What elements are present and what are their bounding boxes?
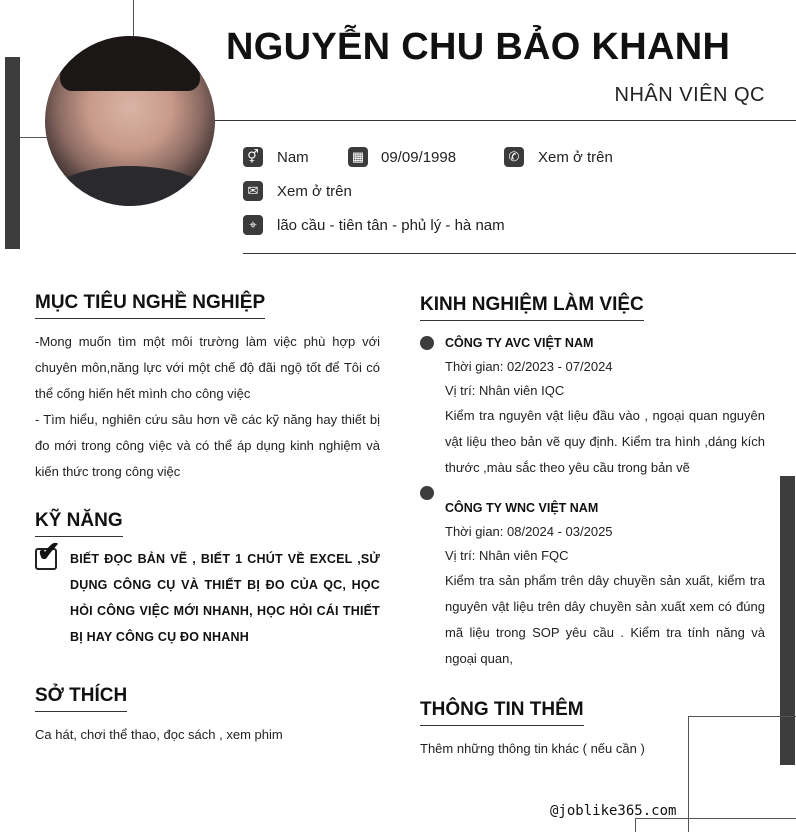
decorative-bar-left — [5, 57, 20, 249]
job-description: Kiểm tra nguyên vật liệu đầu vào , ngoại quan nguyên vật liệu theo bản vẽ quy định. Kiểm tra hình ,dáng kích thước ,màu sắc theo yêu cầu trong bản vẽ — [445, 408, 765, 475]
calendar-icon: ▦ — [348, 147, 368, 167]
avatar-shirt — [50, 166, 210, 206]
phone-icon: ✆ — [504, 147, 524, 167]
email-value: Xem ở trên — [277, 183, 352, 200]
gender-value: Nam — [277, 149, 309, 166]
avatar — [45, 36, 215, 206]
candidate-name: NGUYỄN CHU BẢO KHANH — [226, 26, 731, 68]
header-divider — [215, 120, 796, 121]
timeline-dot — [420, 336, 434, 350]
footer-watermark: @joblike365.com — [550, 803, 677, 819]
objective-title: MỤC TIÊU NGHỀ NGHIỆP — [35, 292, 265, 319]
objective-text: -Mong muốn tìm một môi trường làm việc phù hợp với chuyên môn,năng lực với một chế độ đãi ngộ tốt để Tôi có thể cống hiến hết mình cho công việc - Tìm hiểu, nghiên cứu sâu hơn về các kỹ năng hay thiết bị đo mới trong công việc và có thể áp dụng kinh nghiệm và kiến thức trong công việc — [35, 334, 380, 479]
hobbies-text: Ca hát, chơi thể thao, đọc sách , xem phim — [35, 727, 283, 742]
skills-text: BIẾT ĐỌC BẢN VẼ , BIẾT 1 CHÚT VỀ EXCEL ,SỬ DỤNG CÔNG CỤ VÀ THIẾT BỊ ĐO CỦA QC, HỌC HỎI CÔNG VIỆC MỚI NHANH, HỌC HỎI CÁI THIẾT BỊ HAY CÔNG CỤ ĐO NHANH — [70, 552, 380, 644]
experience-title: KINH NGHIỆM LÀM VIỆC — [420, 294, 644, 321]
phone-value: Xem ở trên — [538, 149, 613, 166]
job-time: Thời gian: 02/2023 - 07/2024 — [445, 359, 613, 374]
location-icon: ⌖ — [243, 215, 263, 235]
job-time: Thời gian: 08/2024 - 03/2025 — [445, 524, 613, 539]
decorative-line — [635, 818, 636, 832]
checkmark-icon: ✔ — [37, 536, 61, 567]
hobbies-title: SỞ THÍCH — [35, 685, 127, 712]
company-name: CÔNG TY AVC VIỆT NAM — [445, 336, 594, 350]
gender-icon: ⚥ — [243, 147, 263, 167]
extra-title: THÔNG TIN THÊM — [420, 699, 584, 726]
birthday-value: 09/09/1998 — [381, 149, 457, 166]
skills-title: KỸ NĂNG — [35, 510, 123, 537]
job-role: Vị trí: Nhân viên IQC — [445, 383, 565, 398]
decorative-frame — [688, 716, 796, 832]
decorative-line — [20, 137, 50, 138]
timeline-dot — [420, 486, 434, 500]
decorative-line — [133, 0, 134, 40]
job-description: Kiểm tra sản phẩm trên dây chuyền sản xuất, kiểm tra nguyên vật liệu trên dây chuyền sản xuất xem có đúng mã liệu trong SOP yêu cầu . Kiểm tra tính năng và ngoại quan, — [445, 573, 765, 666]
contact-divider — [243, 253, 796, 254]
extra-text: Thêm những thông tin khác ( nếu cần ) — [420, 741, 645, 756]
candidate-position: NHÂN VIÊN QC — [614, 84, 765, 106]
avatar-hair — [60, 36, 200, 91]
company-name: CÔNG TY WNC VIỆT NAM — [445, 501, 599, 515]
email-icon: ✉ — [243, 181, 263, 201]
job-role: Vị trí: Nhân viên FQC — [445, 548, 569, 563]
address-value: lão cầu - tiên tân - phủ lý - hà nam — [277, 217, 505, 234]
